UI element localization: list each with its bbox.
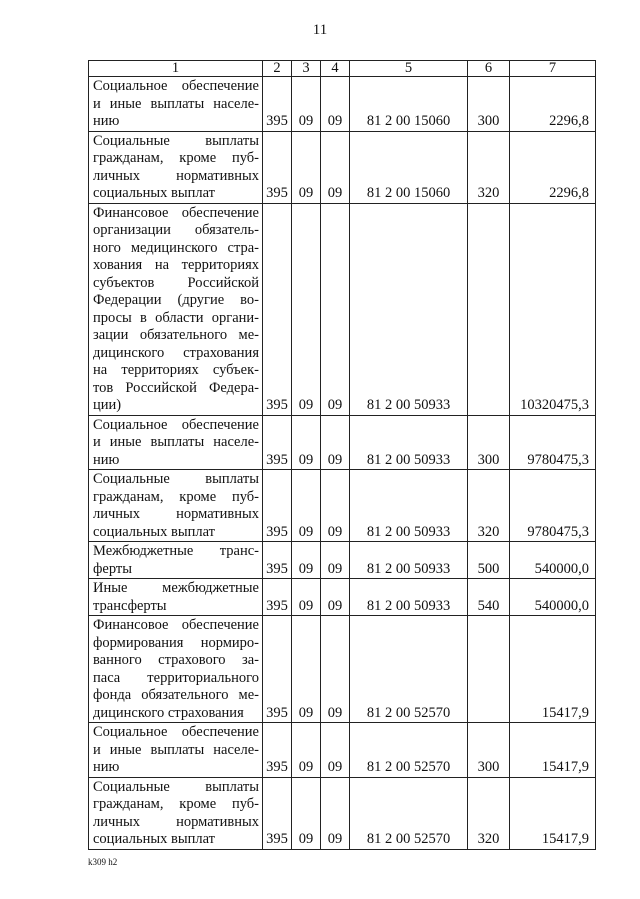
description-line: трансферты [93, 597, 167, 614]
description-line: и иные выплаты населе- [93, 434, 259, 450]
page-number: 11 [312, 22, 328, 38]
description-line: ферты [93, 560, 132, 577]
cell-ministry-code: 395 [263, 542, 292, 579]
cell-expense-type: 320 [468, 131, 510, 203]
cell-expense-type [468, 203, 510, 415]
table-row [89, 203, 596, 415]
description-line: личных нормативных [93, 506, 259, 522]
cell-amount: 9780475,3 [510, 415, 596, 470]
description-line: личных нормативных [93, 167, 259, 184]
budget-table [88, 60, 596, 850]
description-line: социальных выплат [93, 831, 215, 847]
table-row [89, 616, 596, 723]
cell-target-article: 81 2 00 52570 [350, 616, 468, 723]
table-row [89, 131, 596, 203]
cell-amount: 540000,0 [510, 542, 596, 579]
cell-target-article: 81 2 00 15060 [350, 77, 468, 132]
cell-ministry-code: 395 [263, 579, 292, 616]
row-description [89, 579, 263, 616]
description-line: гражданам, кроме пуб- [93, 796, 259, 812]
row-description [89, 777, 263, 849]
cell-ministry-code: 395 [263, 203, 292, 415]
cell-section-code: 09 [292, 77, 321, 132]
cell-section-code: 09 [292, 723, 321, 778]
cell-amount: 9780475,3 [510, 470, 596, 542]
row-description [89, 415, 263, 470]
description-line: паса территориального [93, 669, 259, 686]
cell-subsection-code: 09 [321, 579, 350, 616]
cell-section-code: 09 [292, 542, 321, 579]
description-line: Социальное обеспечение [93, 724, 259, 740]
description-line: Финансовое обеспечение [93, 617, 259, 633]
description-line: социальных выплат [93, 523, 215, 540]
row-description [89, 723, 263, 778]
cell-ministry-code: 395 [263, 777, 292, 849]
table-header-row [89, 61, 596, 77]
cell-section-code: 09 [292, 616, 321, 723]
description-line: Финансовое обеспечение [93, 204, 259, 221]
column-header: 2 [263, 61, 292, 77]
cell-subsection-code: 09 [321, 470, 350, 542]
cell-subsection-code: 09 [321, 203, 350, 415]
column-header: 5 [350, 61, 468, 77]
description-line: Иные межбюджетные [93, 580, 259, 596]
column-header: 6 [468, 61, 510, 77]
cell-section-code: 09 [292, 579, 321, 616]
column-header: 1 [89, 61, 263, 77]
cell-subsection-code: 09 [321, 131, 350, 203]
description-line: Федерации (другие во- [93, 292, 259, 308]
cell-amount: 15417,9 [510, 616, 596, 723]
cell-target-article: 81 2 00 50933 [350, 579, 468, 616]
description-line: ции) [93, 397, 122, 413]
cell-subsection-code: 09 [321, 415, 350, 470]
row-description [89, 470, 263, 542]
table-body [89, 77, 596, 850]
row-description [89, 77, 263, 132]
description-line: нию [93, 451, 120, 468]
cell-amount: 10320475,3 [510, 203, 596, 415]
cell-ministry-code: 395 [263, 723, 292, 778]
cell-expense-type: 320 [468, 777, 510, 849]
description-line: организации обязатель- [93, 222, 259, 238]
cell-section-code: 09 [292, 470, 321, 542]
footer-code: k309 h2 [88, 857, 118, 867]
cell-ministry-code: 395 [263, 415, 292, 470]
description-line: субъектов Российской [93, 274, 259, 291]
column-header: 3 [292, 61, 321, 77]
cell-expense-type: 300 [468, 723, 510, 778]
cell-target-article: 81 2 00 15060 [350, 131, 468, 203]
description-line: ного медицинского стра- [93, 239, 259, 256]
description-line: и иные выплаты населе- [93, 741, 259, 758]
table-row [89, 579, 596, 616]
table-row [89, 542, 596, 579]
cell-ministry-code: 395 [263, 77, 292, 132]
description-line: личных нормативных [93, 813, 259, 830]
table-row [89, 723, 596, 778]
cell-ministry-code: 395 [263, 131, 292, 203]
row-description [89, 203, 263, 415]
cell-amount: 2296,8 [510, 77, 596, 132]
description-line: Социальное обеспечение [93, 78, 259, 94]
row-description [89, 616, 263, 723]
description-line: на территориях субъек- [93, 362, 259, 378]
table-row [89, 470, 596, 542]
table-row [89, 777, 596, 849]
description-line: формирования нормиро- [93, 634, 259, 651]
cell-expense-type: 540 [468, 579, 510, 616]
description-line: социальных выплат [93, 185, 215, 201]
description-line: Социальное обеспечение [93, 416, 259, 433]
cell-target-article: 81 2 00 50933 [350, 470, 468, 542]
column-header: 4 [321, 61, 350, 77]
cell-amount: 15417,9 [510, 777, 596, 849]
cell-expense-type [468, 616, 510, 723]
description-line: тов Российской Федера- [93, 379, 259, 396]
cell-subsection-code: 09 [321, 616, 350, 723]
cell-section-code: 09 [292, 131, 321, 203]
cell-expense-type: 500 [468, 542, 510, 579]
description-line: гражданам, кроме пуб- [93, 150, 259, 166]
cell-expense-type: 300 [468, 77, 510, 132]
cell-ministry-code: 395 [263, 616, 292, 723]
description-line: Социальные выплаты [93, 132, 259, 149]
cell-amount: 540000,0 [510, 579, 596, 616]
cell-amount: 2296,8 [510, 131, 596, 203]
cell-target-article: 81 2 00 52570 [350, 777, 468, 849]
cell-subsection-code: 09 [321, 542, 350, 579]
description-line: дицинского страхования [93, 344, 259, 361]
cell-section-code: 09 [292, 415, 321, 470]
description-line: гражданам, кроме пуб- [93, 488, 259, 505]
cell-expense-type: 320 [468, 470, 510, 542]
row-description [89, 542, 263, 579]
description-line: хования на территориях [93, 257, 259, 273]
description-line: зации обязательного ме- [93, 327, 259, 343]
description-line: Социальные выплаты [93, 778, 259, 795]
cell-subsection-code: 09 [321, 723, 350, 778]
cell-expense-type: 300 [468, 415, 510, 470]
cell-section-code: 09 [292, 777, 321, 849]
column-header: 7 [510, 61, 596, 77]
cell-amount: 15417,9 [510, 723, 596, 778]
cell-section-code: 09 [292, 203, 321, 415]
cell-target-article: 81 2 00 52570 [350, 723, 468, 778]
row-description [89, 131, 263, 203]
description-line: просы в области органи- [93, 309, 259, 326]
cell-ministry-code: 395 [263, 470, 292, 542]
cell-subsection-code: 09 [321, 777, 350, 849]
cell-subsection-code: 09 [321, 77, 350, 132]
description-line: дицинского страхования [93, 704, 244, 721]
table-row [89, 415, 596, 470]
cell-target-article: 81 2 00 50933 [350, 415, 468, 470]
cell-target-article: 81 2 00 50933 [350, 203, 468, 415]
description-line: Межбюджетные транс- [93, 543, 259, 559]
description-line: фонда обязательного ме- [93, 687, 259, 703]
cell-target-article: 81 2 00 50933 [350, 542, 468, 579]
table-row [89, 77, 596, 132]
description-line: ванного страхового за- [93, 652, 259, 668]
description-line: нию [93, 759, 120, 775]
description-line: нию [93, 113, 120, 129]
description-line: Социальные выплаты [93, 471, 259, 487]
description-line: и иные выплаты населе- [93, 95, 259, 112]
